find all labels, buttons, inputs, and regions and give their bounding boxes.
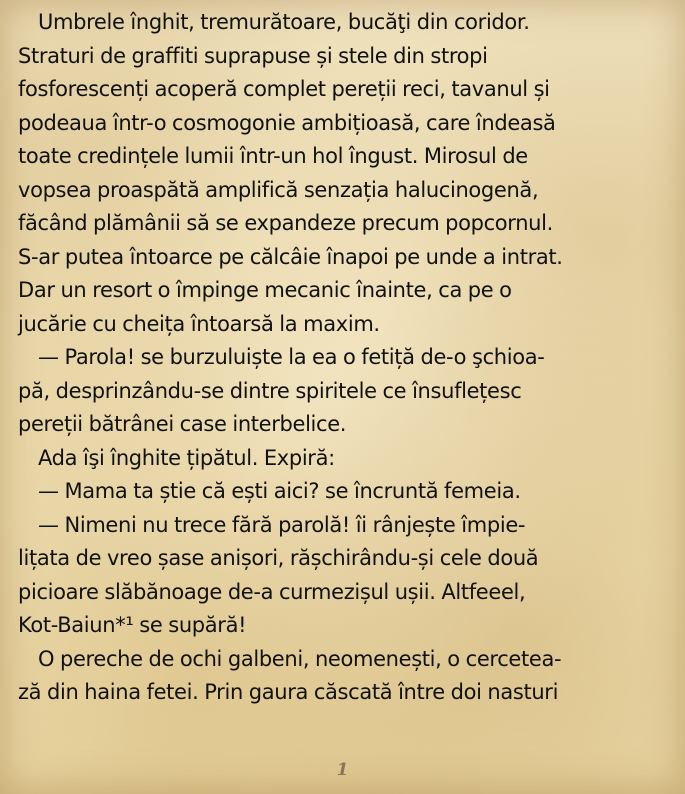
- text-line: picioare slăbănoage de-a curmezișul ușii. Altfeeel,: [18, 579, 526, 604]
- text-line: jucărie cu cheița întoarsă la maxim.: [18, 311, 380, 336]
- text-line: — Mama ta știe că ești aici? se încruntă femeia.: [38, 479, 521, 503]
- text-line: lițata de vreo șase anișori, rășchirându-și cele două: [18, 546, 539, 570]
- text-line: podeaua într-o cosmogonie ambițioasă, care îndeasă: [18, 110, 556, 135]
- text-line: făcând plămânii să se expandeze precum popcornul.: [18, 211, 553, 235]
- text-line: Ada îşi înghite țipătul. Expiră:: [38, 445, 335, 470]
- text-line: Straturi de graffiti suprapuse și stele din stropi: [18, 43, 488, 68]
- text-line: Dar un resort o împinge mecanic înainte, ca pe o: [18, 278, 512, 302]
- text-line: ză din haina fetei. Prin gaura căscată între doi nasturi: [18, 680, 559, 704]
- text-line: pereții bătrânei case interbelice.: [18, 412, 347, 436]
- text-line: fosforescenți acoperă complet pereții reci, tavanul și: [18, 77, 550, 101]
- text-line: pă, desprinzându-se dintre spiritele ce însuflețesc: [18, 378, 522, 403]
- text-line: toate credințele lumii într-un hol îngust. Mirosul de: [18, 144, 528, 168]
- text-line: Kot-Baiun*¹ se supără!: [18, 613, 247, 637]
- text-line: S-ar putea întoarce pe călcâie înapoi pe unde a intrat.: [18, 244, 563, 269]
- text-line: Umbrele înghit, tremurătoare, bucăţi din coridor.: [38, 10, 530, 34]
- body-text: [18, 6, 678, 710]
- text-line: O pereche de ochi galbeni, neomenești, o cercetea-: [38, 646, 562, 671]
- text-line: — Parola! se burzuluiște la ea o fetiță de-o şchioa-: [38, 345, 545, 369]
- text-line: vopsea proaspătă amplifică senzația halucinogenă,: [18, 177, 539, 202]
- text-line: — Nimeni nu trece fără parolă! îi rânjește împie-: [38, 512, 526, 537]
- page-number: 1: [336, 760, 349, 780]
